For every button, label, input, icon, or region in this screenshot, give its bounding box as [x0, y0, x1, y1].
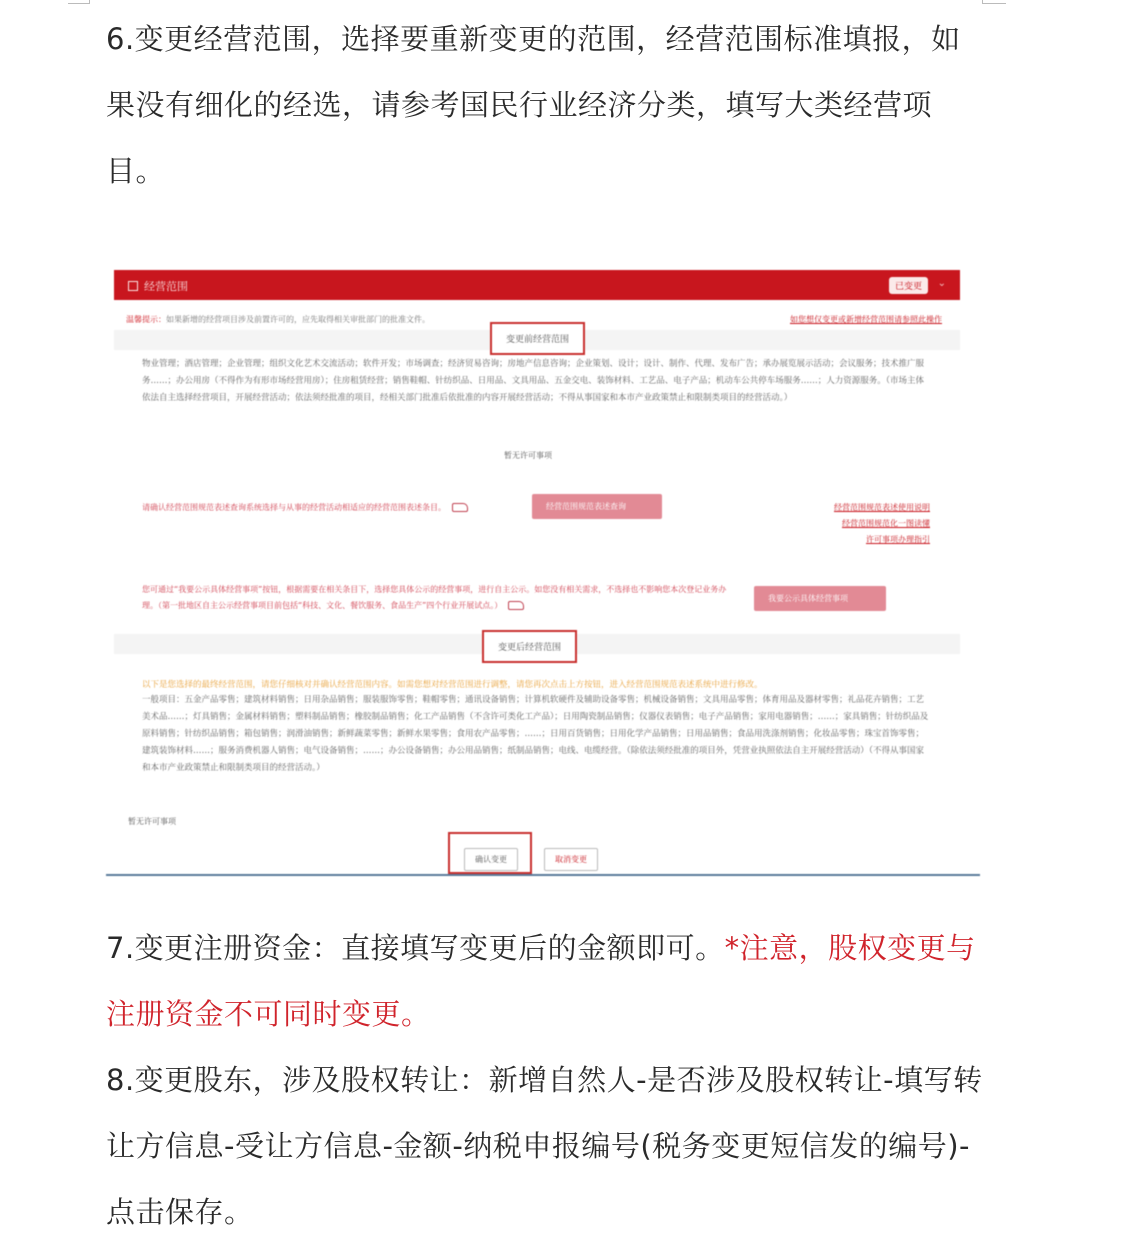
header-title-text: 经营范围	[144, 280, 188, 293]
business-scope-title	[128, 278, 188, 294]
reminder-text: 请确认经营范围规范表述查询系统选择与从事的经营活动相适应的经营范围表述条目。	[142, 503, 446, 512]
embedded-screenshot-business-scope	[106, 266, 980, 876]
step-6-paragraph: 6.变更经营范围，选择要重新变更的范围，经营范围标准填报，如果没有细化的经选，请参考国民行业经济分类，填写大类经营项目。	[106, 22, 961, 188]
publish-business-items-button[interactable]: 我要公示具体经营事项	[754, 586, 886, 611]
tip-text: 如果新增的经营项目涉及前置许可的，应先取得相关审批部门的批准文件。	[166, 315, 430, 324]
after-scope-text: 一般项目：五金产品零售；建筑材料销售；日用杂品销售；服装服饰零售；鞋帽零售；通讯设备销售；计算机软硬件及辅助设备零售；机械设备销售；文具用品零售；体育用品及器材零售；礼品花卉销售；工艺美术品……；灯具销售；金属材料销售；塑料制品销售；橡胶制品销售；化工产品销售（不含许可类化工产品）；日用陶瓷制品销售；仪器仪表销售；电子产品销售；家用电器销售；……；家具销售；针纺织品及原料销售；针纺织品销售；箱包销售；润滑油销售；新鲜蔬菜零售；新鲜水果零售；食用农产品零售；……；日用百货销售；日用化学产品销售；日用品销售；食品用洗涤剂销售；化妆品零售；珠宝首饰零售；建筑装饰材料……；服务消费机器人销售；电气设备销售；……；办公设备销售；办公用品销售；纸制品销售；电线、电缆经营。（除依法须经批准的项目外，凭营业执照依法自主开展经营活动）（不得从事国家和本市产业政策禁止和限制类项目的经营活动。）	[142, 695, 929, 773]
tip-label: 温馨提示：	[126, 315, 166, 324]
help-link-usage[interactable]: 经营范围规范表述使用说明	[834, 503, 930, 512]
cancel-change-button[interactable]: 取消变更	[544, 848, 598, 871]
before-scope-tab[interactable]: 变更前经营范围	[490, 322, 585, 355]
tip-notice	[126, 314, 430, 325]
before-no-permit-text: 暂无许可事项	[504, 451, 552, 460]
help-links	[834, 500, 930, 548]
confirm-change-button[interactable]: 确认变更	[464, 848, 518, 871]
edit-icon	[128, 281, 138, 291]
step-8-paragraph: 8.变更股东，涉及股权转让：新增自然人-是否涉及股权转让-填写转让方信息-受让方信息-金额-纳税申报编号(税务变更短信发的编号)-点击保存。	[106, 1063, 983, 1229]
step-7-text: 7.变更注册资金：直接填写变更后的金额即可。	[106, 931, 725, 965]
reminder-note	[142, 500, 468, 516]
public-notice-text: 您可通过“我要公示具体经营事项”按钮，根据需要在相关条目下，选择您具体公示的经营事项，进行自主公示。如您没有相关需求，不选择也不影响您本次登记业务办理。（第一批地区自主公示经营事项目前包括“科技、文化、餐饮服务、食品生产”四个行业开展试点。）	[142, 585, 727, 610]
help-link-permit-guide[interactable]: 许可事项办理指引	[866, 535, 930, 544]
help-link-infographic[interactable]: 经营范围规范化一图读懂	[842, 519, 930, 528]
page-corner-mark-right	[982, 0, 1006, 4]
scope-change-help-link[interactable]: 如您想仅变更或新增经营范围请参照此操作	[790, 315, 942, 324]
after-scope-tab[interactable]: 变更后经营范围	[482, 630, 577, 663]
scope-standard-query-button[interactable]: 经营范围规范表述查询	[532, 494, 662, 519]
step-7-paragraph	[106, 915, 986, 1047]
page-corner-mark-left	[68, 0, 90, 4]
public-notice	[142, 582, 742, 614]
step-7-warning: *注意，股权变更与注册资金不可同时变更。	[106, 931, 976, 1031]
status-badge: 已变更	[889, 277, 928, 294]
business-scope-header	[114, 270, 960, 300]
before-scope-text: 物业管理；酒店管理；企业管理；组织文化艺术交流活动；软件开发；市场调查；经济贸易咨询；房地产信息咨询；企业策划、设计；设计、制作、代理、发布广告；承办展览展示活动；会议服务；技术推广服务……；办公用房（不得作为有形市场经营用房）；住房租赁经营；销售鞋帽、针纺织品、日用品、文具用品、五金交电、装饰材料、工艺品、电子产品；机动车公共停车场服务……；人力资源服务。（市场主体依法自主选择经营项目，开展经营活动；依法须经批准的项目，经相关部门批准后依批准的内容开展经营活动；不得从事国家和本市产业政策禁止和限制类项目的经营活动。）	[142, 359, 925, 403]
after-scope-warning: 以下是您选择的最终经营范围，请您仔细核对并确认经营范围内容。如需您想对经营范围进行调整，请您再次点击上方按钮，进入经营范围规范表述系统中进行修改。	[142, 680, 763, 690]
after-no-permit-text: 暂无许可事项	[128, 817, 176, 826]
pointing-hand-icon	[508, 601, 524, 610]
chevron-down-icon[interactable]: ⌄	[937, 278, 946, 289]
pointing-hand-icon	[452, 503, 468, 512]
